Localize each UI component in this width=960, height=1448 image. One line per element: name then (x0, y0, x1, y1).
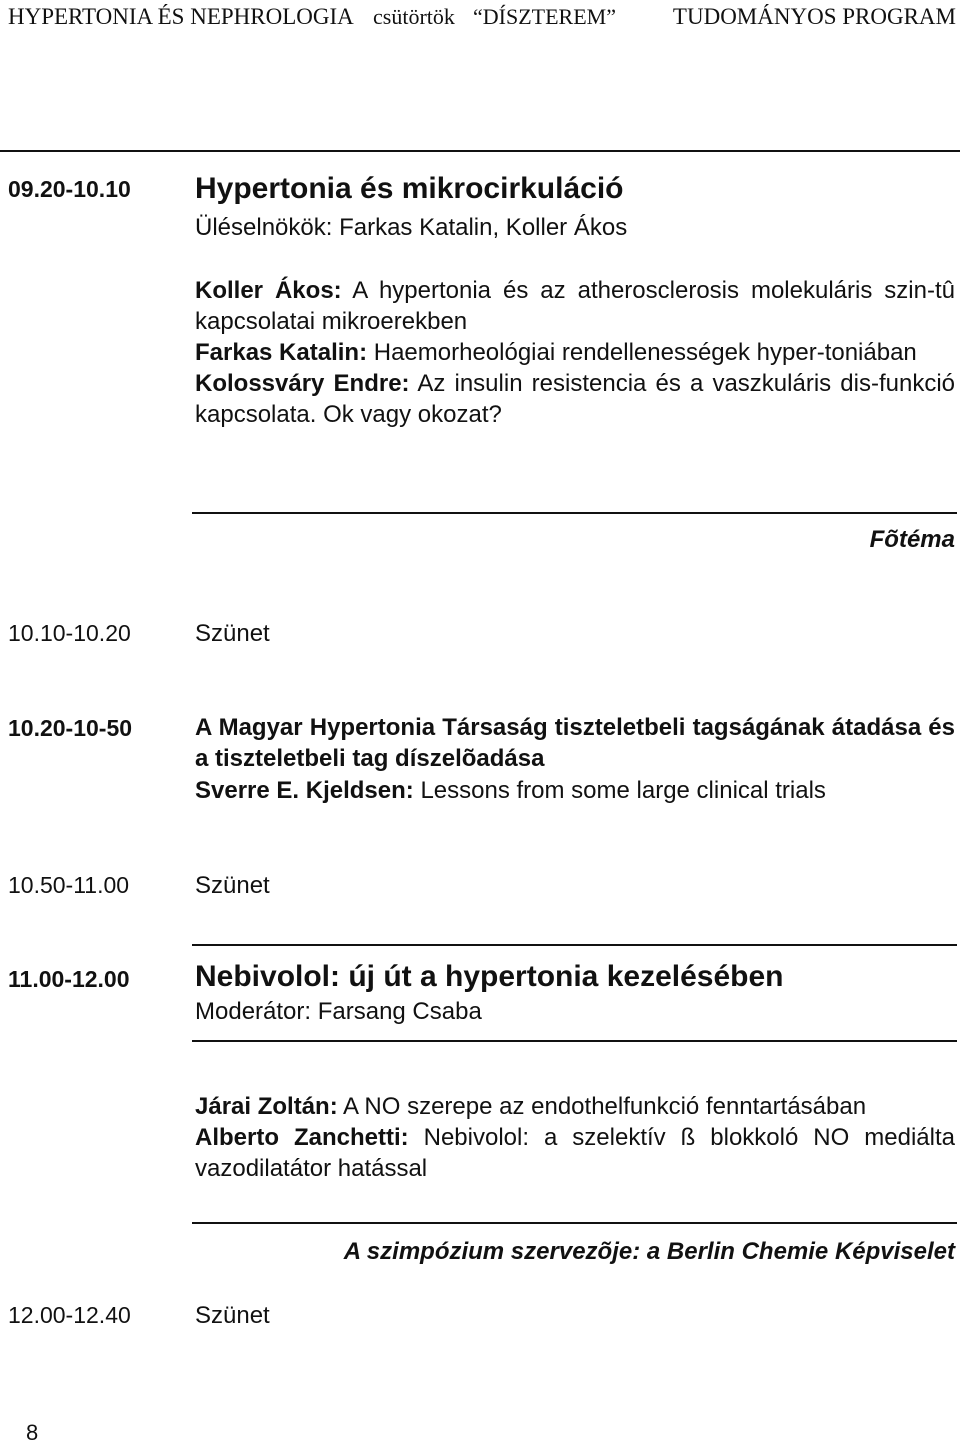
break-time: 10.50-11.00 (8, 872, 130, 898)
talk-title: Lessons from some large clinical trials (420, 777, 826, 804)
break-label: Szünet (195, 872, 270, 899)
session-time: 10.20-10-50 (8, 715, 133, 741)
section-rule (192, 1222, 957, 1224)
talk-item (195, 1091, 955, 1122)
talk-speaker: Sverre E. Kjeldsen: (195, 777, 414, 804)
talk-list (195, 275, 955, 430)
running-header-room: “DÍSZTEREM” (473, 4, 616, 29)
top-rule (0, 150, 960, 152)
talk-speaker: Koller Ákos: (195, 277, 342, 304)
talk-title: Haemorheológiai rendellenességek hyper-toniában (373, 339, 917, 366)
talk-item (195, 1122, 955, 1184)
talk-item (195, 368, 955, 430)
organizer-note: A szimpózium szervezõje: a Berlin Chemie Képviselet (343, 1238, 955, 1265)
talk-title: Az insulin resistencia és a vaszkuláris dis-funkció kapcsolata. Ok vagy okozat? (195, 370, 956, 428)
talk-item (195, 275, 955, 337)
talk-title: Nebivolol: a szelektív ß blokkoló NO mediálta vazodilatátor hatással (195, 1124, 955, 1182)
section-rule (192, 944, 957, 946)
section-rule (192, 512, 957, 514)
session-time: 09.20-10.10 (8, 176, 131, 202)
session-time: 11.00-12.00 (8, 966, 130, 992)
talk-list (195, 1091, 955, 1184)
talk-speaker: Járai Zoltán: (195, 1093, 338, 1120)
session-title: Hypertonia és mikrocirkuláció (195, 172, 624, 205)
talk-speaker: Farkas Katalin: (195, 339, 368, 366)
talk-title: A hypertonia és az atherosclerosis molekuláris szin-tû kapcsolatai mikroerekben (195, 277, 955, 335)
session-title: A Magyar Hypertonia Társaság tiszteletbeli tagságának átadása és a tiszteletbeli tag díszelõadása (195, 714, 955, 772)
break-time: 12.00-12.40 (8, 1302, 131, 1328)
break-time: 10.10-10.20 (8, 620, 131, 646)
page-number: 8 (26, 1420, 39, 1445)
section-rule (192, 1040, 957, 1042)
session-title: Nebivolol: új út a hypertonia kezelésében (195, 960, 784, 993)
running-header-right: TUDOMÁNYOS PROGRAM (672, 4, 956, 29)
talk-item (195, 775, 826, 806)
session-moderator: Moderátor: Farsang Csaba (195, 998, 482, 1025)
talk-speaker: Alberto Zanchetti: (195, 1124, 409, 1151)
talk-title: A NO szerepe az endothelfunkció fenntartásában (343, 1093, 867, 1120)
talk-speaker: Kolossváry Endre: (195, 370, 410, 397)
running-header-left: HYPERTONIA ÉS NEPHROLOGIA (8, 4, 354, 29)
talk-item (195, 337, 955, 368)
break-label: Szünet (195, 1302, 270, 1329)
break-label: Szünet (195, 620, 270, 647)
running-header-day: csütörtök (373, 4, 455, 29)
topic-tag: Fõtéma (869, 526, 955, 553)
session-chairs: Üléselnökök: Farkas Katalin, Koller Ákos (195, 214, 628, 241)
